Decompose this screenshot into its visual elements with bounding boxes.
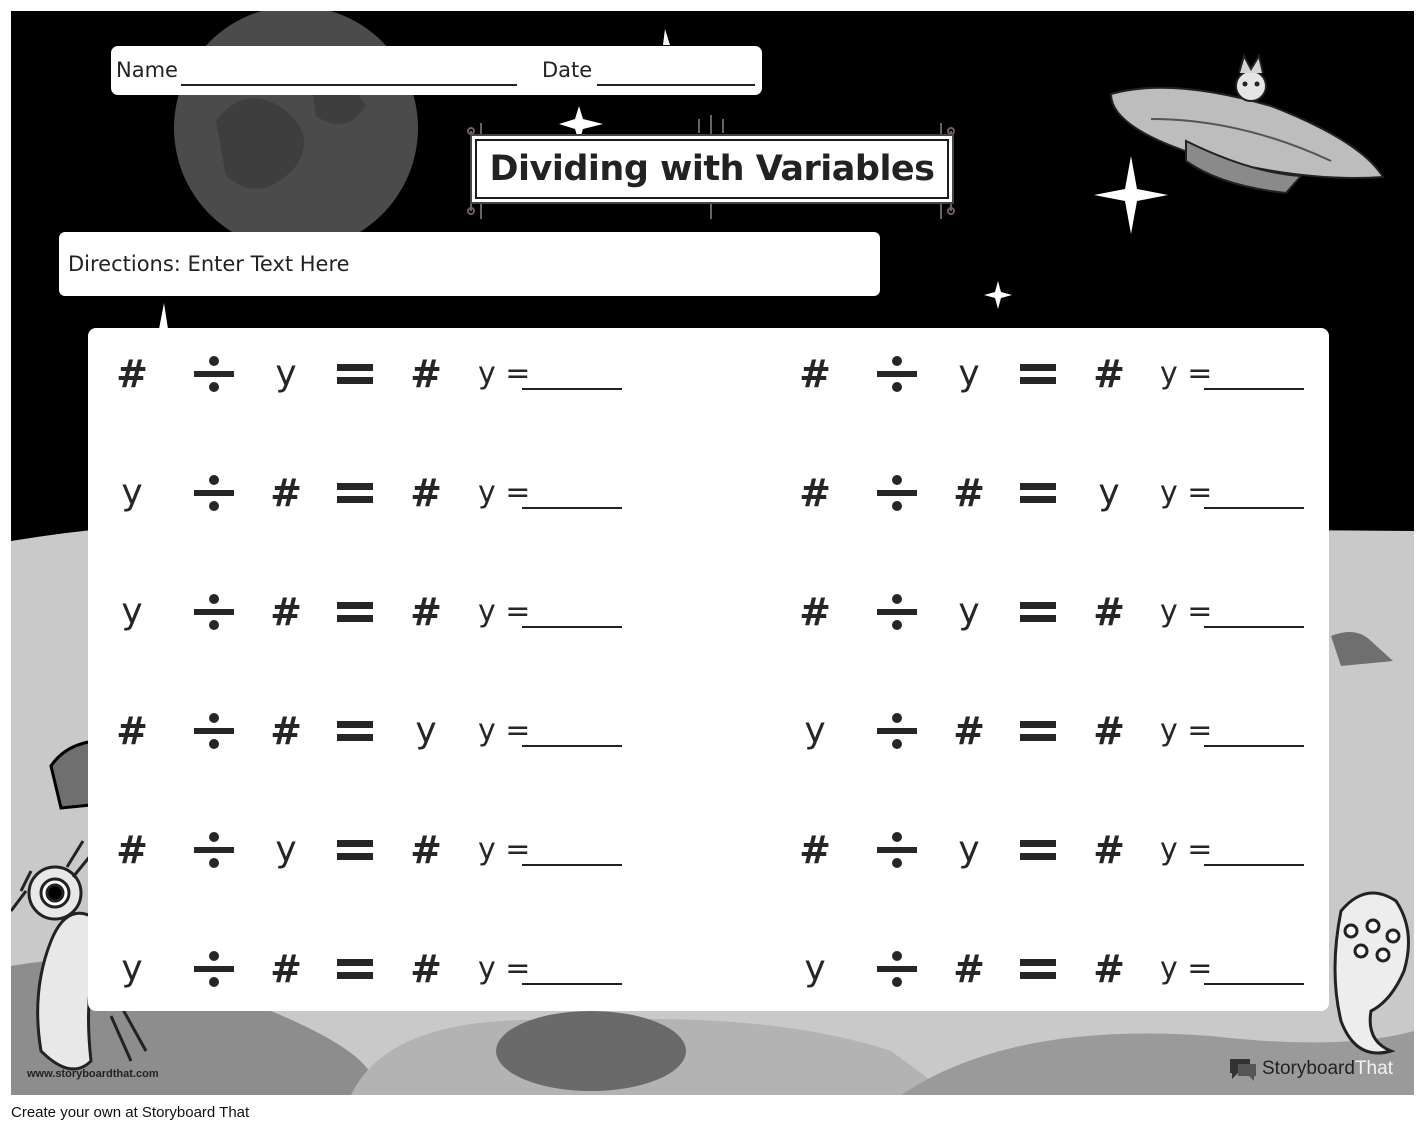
operand-dividend: # [799,471,831,515]
operand-quotient: # [410,947,442,991]
equals-icon [335,701,375,761]
divide-sign [194,820,234,880]
operand-dividend: # [116,352,148,396]
problem-row [98,344,658,404]
divide-sign [194,701,234,761]
divide-sign [877,701,917,761]
equals-sign [1018,344,1058,404]
operand-quotient: y [1098,472,1120,513]
divide-sign [194,463,234,523]
equals-sign [1018,939,1058,999]
equals-icon [1018,939,1058,999]
operand-divisor: y [275,829,297,870]
divide-sign [877,820,917,880]
answer-label: y = [1160,832,1213,867]
equals-sign [335,463,375,523]
date-field[interactable] [597,84,755,86]
answer-blank[interactable] [522,745,622,747]
equals-icon [1018,582,1058,642]
divide-sign [194,344,234,404]
divide-icon [194,344,234,404]
divide-icon [194,463,234,523]
name-date-box [111,46,762,95]
problem-row [98,701,658,761]
divide-sign [194,939,234,999]
answer-blank[interactable] [522,983,622,985]
equals-sign [335,582,375,642]
operand-divisor: # [270,471,302,515]
operand-quotient: # [1093,828,1125,872]
divide-icon [877,820,917,880]
operand-dividend: # [116,709,148,753]
answer-blank[interactable] [1204,983,1304,985]
operand-quotient: # [410,352,442,396]
equals-sign [335,939,375,999]
answer-label: y = [1160,356,1213,391]
problem-row [781,701,1341,761]
problem-row [781,344,1341,404]
divide-icon [194,820,234,880]
answer-blank[interactable] [1204,626,1304,628]
divide-icon [194,701,234,761]
operand-quotient: # [1093,709,1125,753]
divide-icon [194,582,234,642]
answer-label: y = [1160,951,1213,986]
equals-icon [335,463,375,523]
equals-icon [1018,701,1058,761]
operand-dividend: y [121,472,143,513]
name-field[interactable] [181,84,517,86]
operand-quotient: # [410,471,442,515]
divide-icon [877,463,917,523]
operand-dividend: y [804,948,826,989]
problem-row [98,820,658,880]
divide-sign [877,582,917,642]
divide-sign [877,939,917,999]
operand-divisor: # [953,471,985,515]
operand-quotient: # [1093,590,1125,634]
answer-label: y = [478,832,531,867]
operand-quotient: y [415,710,437,751]
directions-text: Directions: Enter Text Here [68,252,350,276]
operand-quotient: # [1093,352,1125,396]
equals-sign [1018,463,1058,523]
answer-blank[interactable] [1204,864,1304,866]
operand-dividend: y [121,948,143,989]
operand-dividend: y [804,710,826,751]
operand-divisor: # [953,947,985,991]
operand-dividend: # [799,828,831,872]
problem-row [98,582,658,642]
date-label: Date [542,58,593,82]
operand-divisor: y [958,829,980,870]
answer-blank[interactable] [1204,388,1304,390]
divide-icon [877,344,917,404]
name-label: Name [116,58,178,82]
operand-divisor: # [953,709,985,753]
answer-label: y = [1160,713,1213,748]
answer-blank[interactable] [522,626,622,628]
divide-sign [194,582,234,642]
equals-icon [1018,820,1058,880]
problem-row [781,939,1341,999]
answer-blank[interactable] [1204,507,1304,509]
directions-box[interactable] [59,232,880,296]
operand-dividend: y [121,591,143,632]
answer-label: y = [478,951,531,986]
operand-quotient: # [1093,947,1125,991]
answer-blank[interactable] [522,864,622,866]
equals-sign [1018,582,1058,642]
operand-quotient: # [410,590,442,634]
problem-row [98,939,658,999]
answer-label: y = [478,594,531,629]
divide-icon [877,939,917,999]
operand-divisor: # [270,947,302,991]
problem-row [98,463,658,523]
equals-icon [1018,344,1058,404]
operand-quotient: # [410,828,442,872]
equals-icon [335,820,375,880]
title-box [475,139,949,199]
answer-label: y = [1160,594,1213,629]
equals-sign [335,820,375,880]
answer-blank[interactable] [522,388,622,390]
operand-divisor: # [270,709,302,753]
operand-divisor: y [958,591,980,632]
operand-divisor: y [275,353,297,394]
divide-icon [877,701,917,761]
answer-label: y = [478,713,531,748]
brand-name-part1: Storyboard [1262,1058,1355,1079]
problem-row [781,463,1341,523]
footer-caption[interactable]: Create your own at Storyboard That [11,1104,250,1121]
brand-name-part2: That [1354,1058,1393,1079]
divide-sign [877,463,917,523]
answer-label: y = [1160,475,1213,510]
equals-sign [1018,701,1058,761]
operand-dividend: # [799,590,831,634]
equals-icon [1018,463,1058,523]
problems-card [88,328,1329,1011]
divide-sign [877,344,917,404]
equals-sign [335,344,375,404]
answer-blank[interactable] [1204,745,1304,747]
divide-icon [877,582,917,642]
divide-icon [194,939,234,999]
operand-divisor: y [958,353,980,394]
operand-divisor: # [270,590,302,634]
page-title: Dividing with Variables [489,149,935,189]
website-watermark: www.storyboardthat.com [27,1068,159,1080]
worksheet [11,11,1414,1095]
operand-dividend: # [799,352,831,396]
answer-label: y = [478,475,531,510]
equals-icon [335,582,375,642]
equals-icon [335,939,375,999]
problem-row [781,582,1341,642]
equals-icon [335,344,375,404]
equals-sign [1018,820,1058,880]
equals-sign [335,701,375,761]
storyboardthat-logo [1228,1056,1408,1082]
speech-bubble-icon [1228,1056,1258,1082]
problem-row [781,820,1341,880]
answer-label: y = [478,356,531,391]
operand-dividend: # [116,828,148,872]
answer-blank[interactable] [522,507,622,509]
